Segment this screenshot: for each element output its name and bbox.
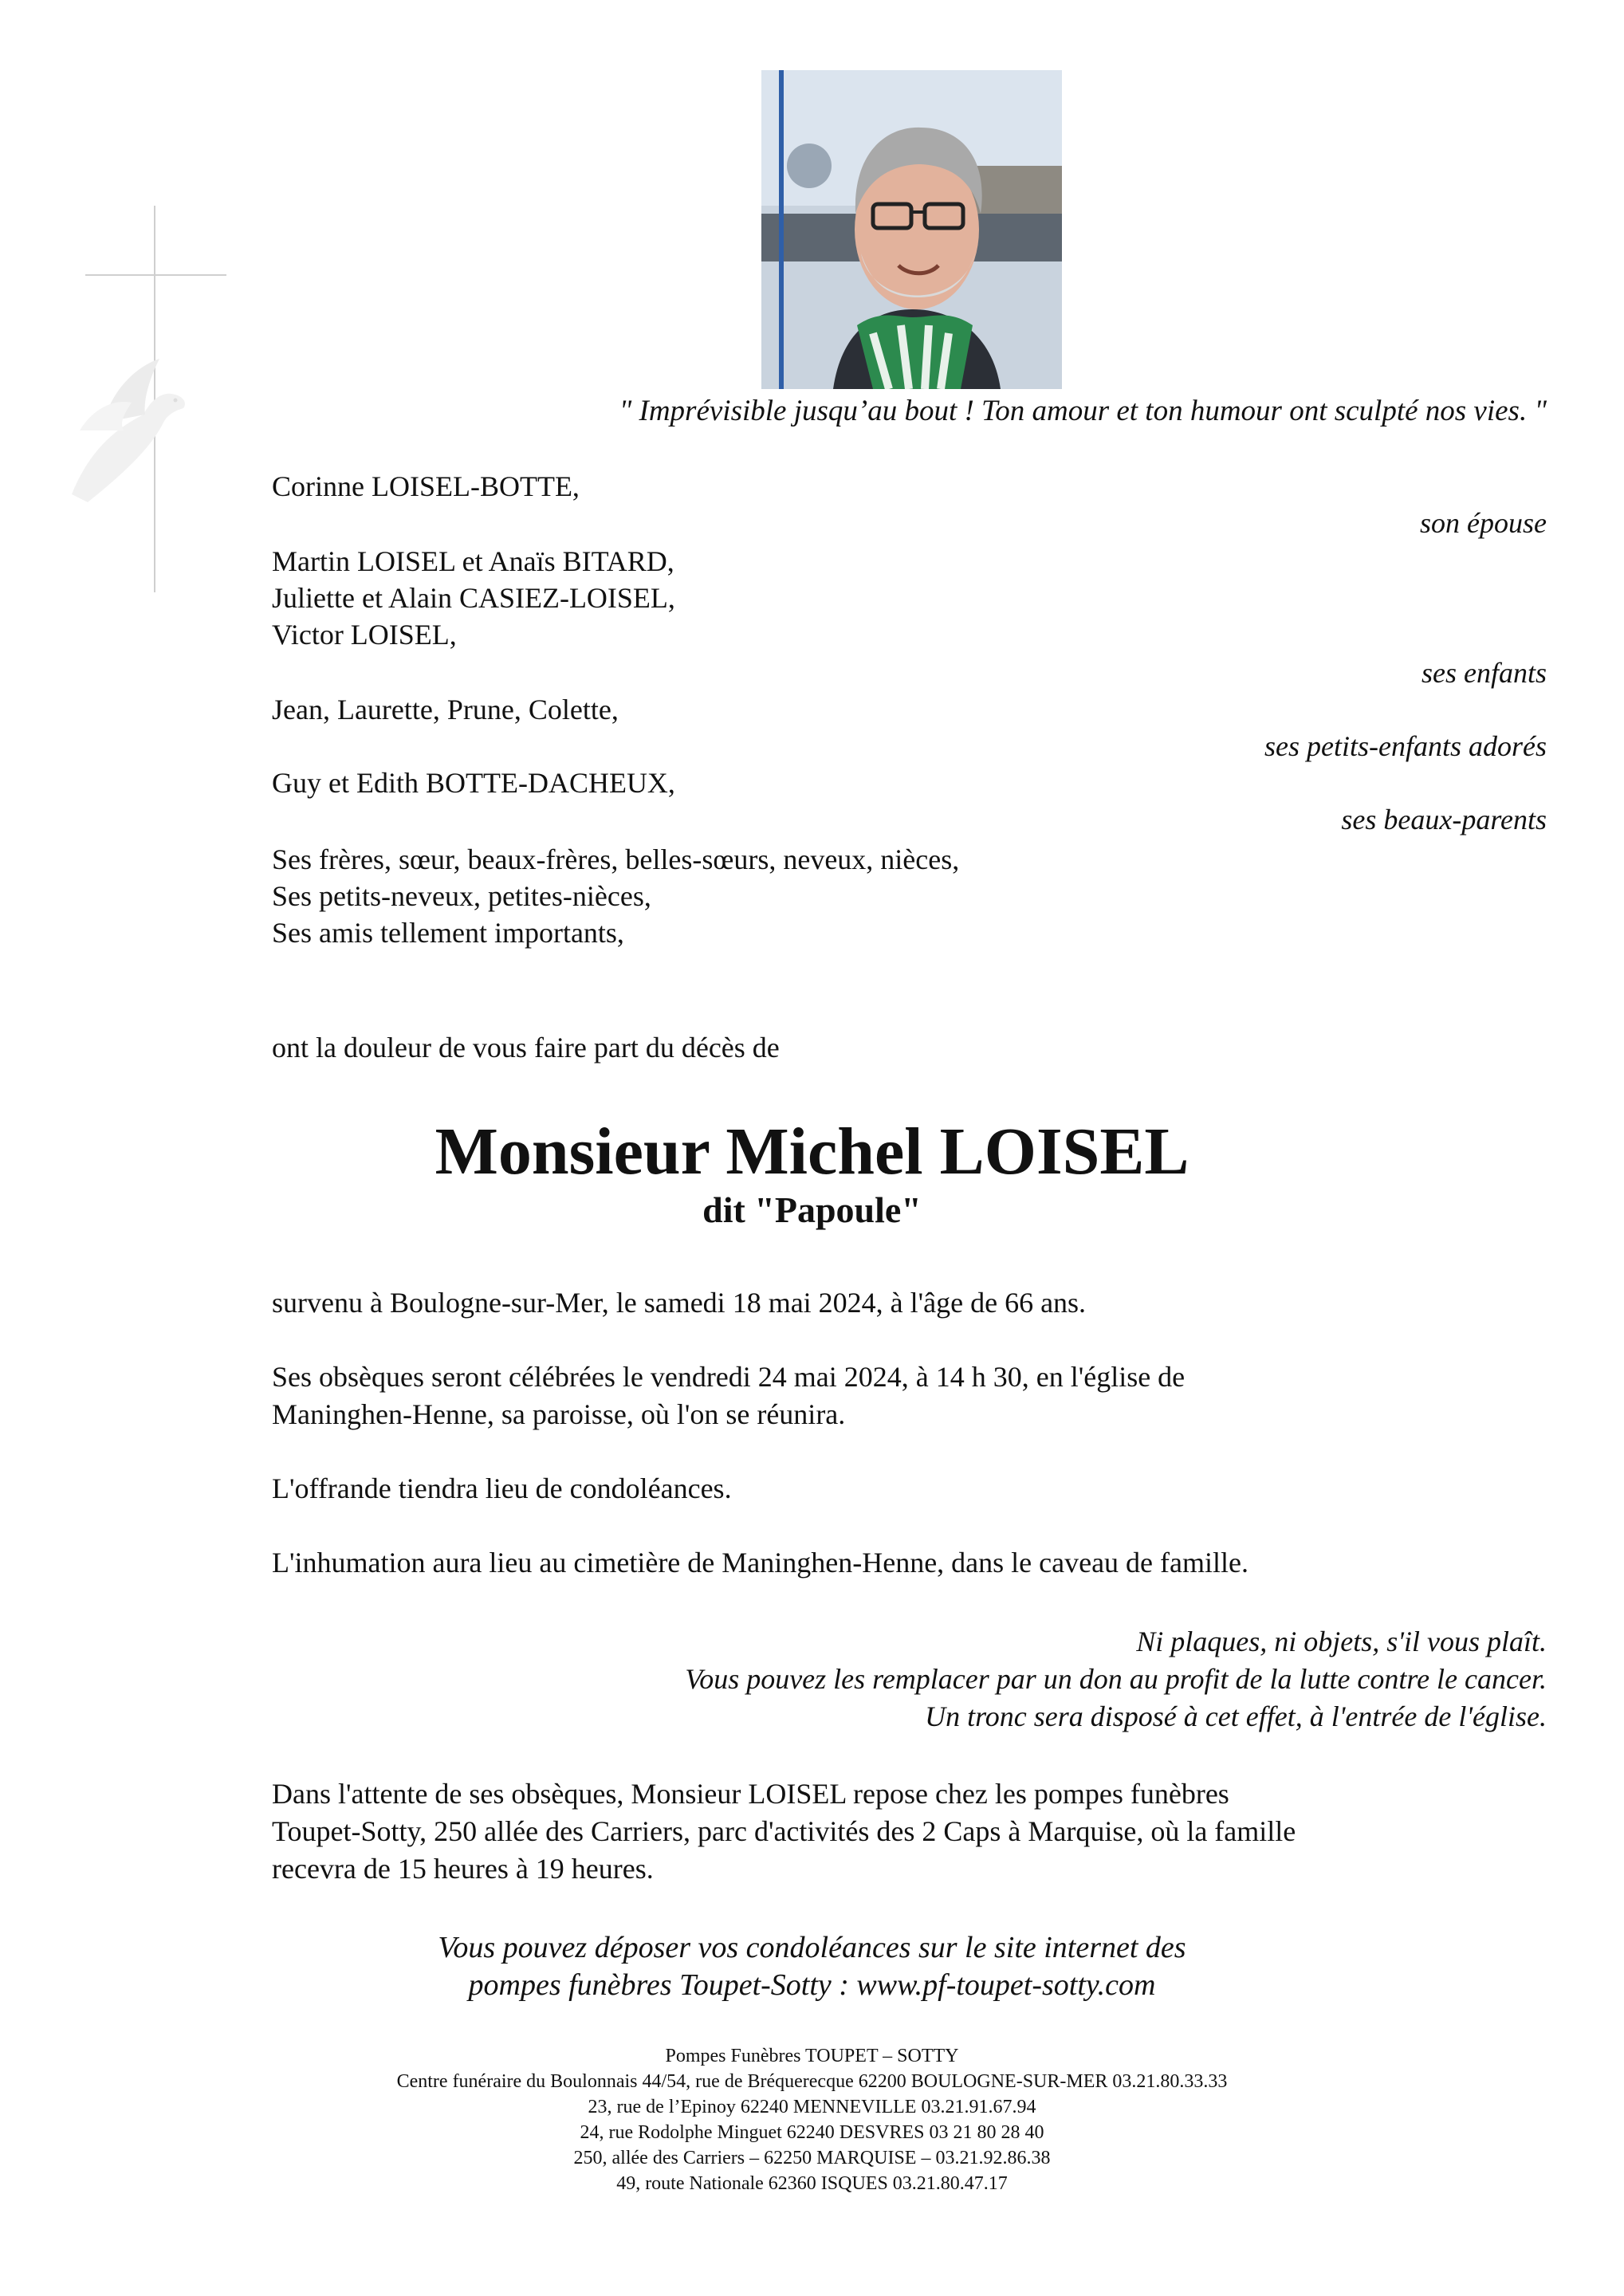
in-laws-names: Guy et Edith BOTTE-DACHEUX,	[272, 767, 675, 799]
child-name: Martin LOISEL et Anaïs BITARD,	[272, 545, 674, 577]
announcement-text: ont la douleur de vous faire part du décès de	[272, 1032, 780, 1063]
in-laws-role: ses beaux-parents	[1341, 804, 1547, 835]
cross-horizontal-bar	[85, 274, 226, 276]
rest-paragraph-line: Dans l'attente de ses obsèques, Monsieur LOISEL repose chez les pompes funèbres	[272, 1778, 1229, 1810]
children-role: ses enfants	[1421, 657, 1547, 689]
portrait-photo	[761, 70, 1062, 389]
spouse-role: son épouse	[1420, 507, 1547, 539]
rest-paragraph-line: Toupet-Sotty, 250 allée des Carriers, parc d'activités des 2 Caps à Marquise, où la famille	[272, 1815, 1296, 1847]
child-name: Juliette et Alain CASIEZ-LOISEL,	[272, 582, 675, 614]
funeral-home-address: 49, route Nationale 62360 ISQUES 03.21.80.47.17	[616, 2173, 1008, 2194]
burial-paragraph: L'inhumation aura lieu au cimetière de Maninghen-Henne, dans le caveau de famille.	[272, 1547, 1248, 1578]
funeral-home-address: 24, rue Rodolphe Minguet 62240 DESVRES 03 21 80 28 40	[580, 2122, 1044, 2143]
deceased-nickname: dit "Papoule"	[702, 1189, 922, 1230]
child-name: Victor LOISEL,	[272, 619, 457, 651]
offering-paragraph: L'offrande tiendra lieu de condoléances.	[272, 1472, 732, 1504]
other-relatives-line: Ses frères, sœur, beaux-frères, belles-sœurs, neveux, nièces,	[272, 843, 960, 875]
funeral-paragraph-line: Maninghen-Henne, sa paroisse, où l'on se réunira.	[272, 1398, 846, 1430]
memorial-quote: " Imprévisible jusqu’au bout ! Ton amour et ton humour ont sculpté nos vies. "	[619, 395, 1547, 427]
funeral-home-address: 250, allée des Carriers – 62250 MARQUISE – 03.21.92.86.38	[573, 2148, 1051, 2168]
dove-icon	[56, 335, 215, 518]
funeral-home-address: Centre funéraire du Boulonnais 44/54, rue de Bréquerecque 62200 BOULOGNE-SUR-MER 03.21.80.33.33	[396, 2071, 1228, 2092]
other-relatives-line: Ses amis tellement importants,	[272, 917, 624, 949]
grandchildren-role: ses petits-enfants adorés	[1264, 730, 1547, 762]
deceased-name: Monsieur Michel LOISEL	[435, 1115, 1189, 1189]
funeral-home-name: Pompes Funèbres TOUPET – SOTTY	[665, 2046, 959, 2066]
other-relatives-line: Ses petits-neveux, petites-nièces,	[272, 880, 651, 912]
condolences-line: Vous pouvez déposer vos condoléances sur le site internet des	[438, 1931, 1186, 1964]
grandchildren-names: Jean, Laurette, Prune, Colette,	[272, 694, 619, 725]
flowers-note-line: Ni plaques, ni objets, s'il vous plaît.	[1136, 1626, 1547, 1657]
flowers-note-line: Vous pouvez les remplacer par un don au profit de la lutte contre le cancer.	[685, 1663, 1547, 1695]
funeral-paragraph-line: Ses obsèques seront célébrées le vendredi 24 mai 2024, à 14 h 30, en l'église de	[272, 1361, 1186, 1393]
death-paragraph: survenu à Boulogne-sur-Mer, le samedi 18 mai 2024, à l'âge de 66 ans.	[272, 1287, 1087, 1319]
flowers-note-line: Un tronc sera disposé à cet effet, à l'entrée de l'église.	[925, 1700, 1547, 1732]
funeral-home-address: 23, rue de l’Epinoy 62240 MENNEVILLE 03.21.91.67.94	[588, 2097, 1036, 2117]
condolences-line: pompes funèbres Toupet-Sotty : www.pf-toupet-sotty.com	[468, 1968, 1156, 2002]
rest-paragraph-line: recevra de 15 heures à 19 heures.	[272, 1853, 654, 1885]
spouse-name: Corinne LOISEL-BOTTE,	[272, 470, 580, 502]
